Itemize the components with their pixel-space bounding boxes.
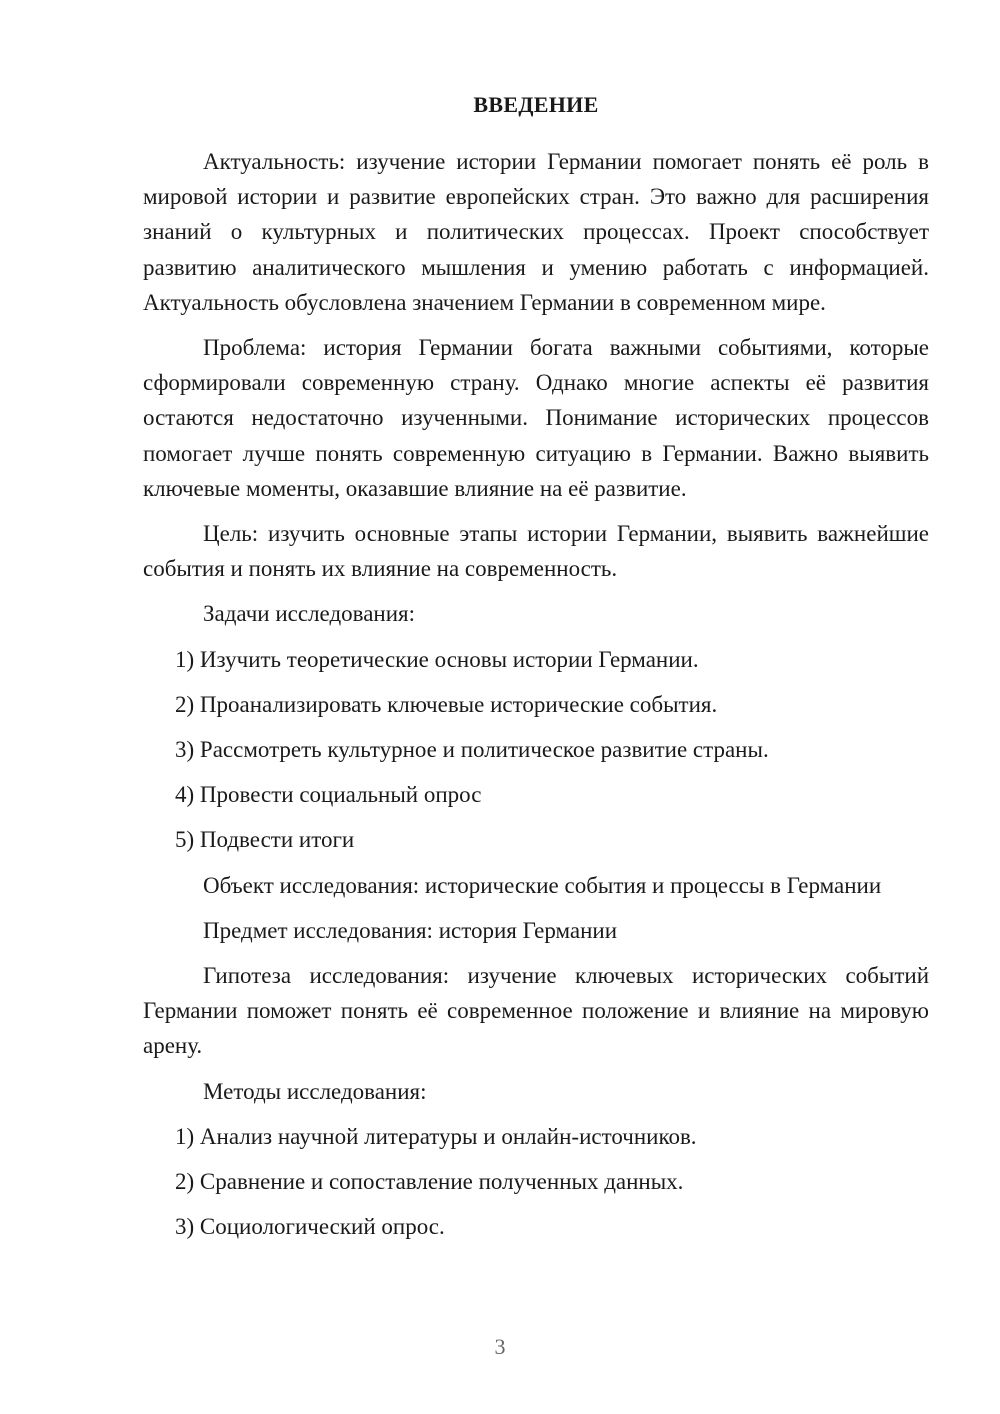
list-item: 3) Социологический опрос. <box>175 1214 445 1240</box>
list-item: 2) Проанализировать ключевые исторические события. <box>175 691 718 717</box>
tasks-list <box>143 642 929 858</box>
list-item: 1) Анализ научной литературы и онлайн-источников. <box>175 1123 697 1149</box>
page-number: 3 <box>494 1334 506 1359</box>
subject-paragraph: Предмет исследования: история Германии <box>203 917 618 943</box>
goal-paragraph: Цель: изучить основные этапы истории Германии, выявить важнейшие события и понять их влияние на современность. <box>143 521 929 582</box>
object-paragraph: Объект исследования: исторические события и процессы в Германии <box>203 872 882 898</box>
methods-list <box>143 1119 929 1245</box>
list-item: 1) Изучить теоретические основы истории Германии. <box>175 646 699 672</box>
list-item: 3) Рассмотреть культурное и политическое развитие страны. <box>175 737 769 763</box>
list-item: 4) Провести социальный опрос <box>175 782 482 808</box>
list-item: 2) Сравнение и сопоставление полученных данных. <box>175 1169 684 1195</box>
methods-heading: Методы исследования: <box>203 1078 427 1104</box>
list-item: 5) Подвести итоги <box>175 827 355 853</box>
hypothesis-paragraph: Гипотеза исследования: изучение ключевых исторических событий Германии поможет понять её современное положение и влияние на мировую арену. <box>143 963 929 1059</box>
relevance-paragraph: Актуальность: изучение истории Германии помогает понять её роль в мировой истории и развитие европейских стран. Это важно для расширения знаний о культурных и политических процессах. Проект способствует развитию аналитического мышления и умению работать с информацией. Актуальность обусловлена значением Германии в современном мире. <box>143 149 929 315</box>
document-page <box>143 92 929 1254</box>
page-title: ВВЕДЕНИЕ <box>473 92 599 117</box>
tasks-heading: Задачи исследования: <box>203 601 416 627</box>
problem-paragraph: Проблема: история Германии богата важными событиями, которые сформировали современную страну. Однако многие аспекты её развития остаются недостаточно изученными. Понимание исторических процессов помогает лучше понять современную ситуацию в Германии. Важно выявить ключевые моменты, оказавшие влияние на её развитие. <box>143 335 929 501</box>
